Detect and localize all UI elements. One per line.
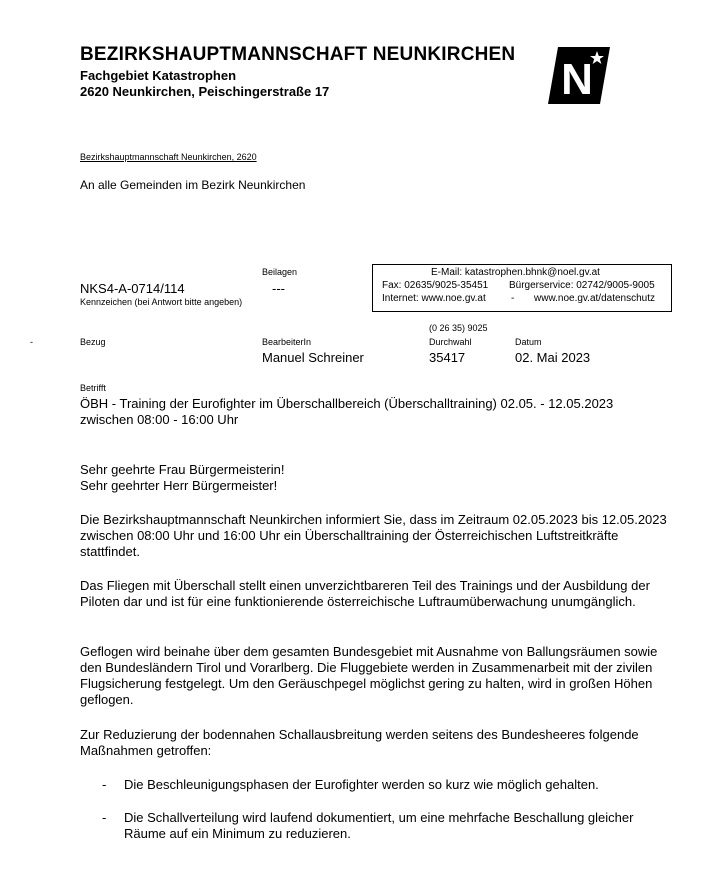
logo-letter: N xyxy=(561,55,593,104)
contact-box xyxy=(372,264,672,312)
attachments-value: --- xyxy=(272,281,285,296)
contact-email: E-Mail: katastrophen.bhnk@noel.gv.at xyxy=(431,267,600,278)
organization-name: BEZIRKSHAUPTMANNSCHAFT NEUNKIRCHEN xyxy=(80,44,516,65)
contact-separator: - xyxy=(511,293,515,304)
organization-address: 2620 Neunkirchen, Peischingerstraße 17 xyxy=(80,84,330,99)
phone-prefix: (0 26 35) 9025 xyxy=(429,323,488,333)
date-label: Datum xyxy=(515,337,542,347)
extension-label: Durchwahl xyxy=(429,337,472,347)
bullet-dash: - xyxy=(102,810,107,825)
contact-internet: Internet: www.noe.gv.at xyxy=(382,293,486,304)
subject-label: Betrifft xyxy=(80,383,106,393)
noe-logo xyxy=(548,47,610,104)
sender-line: Bezirkshauptmannschaft Neunkirchen, 2620 xyxy=(80,152,257,162)
department-name: Fachgebiet Katastrophen xyxy=(80,68,237,83)
noe-logo-graphic xyxy=(548,47,610,104)
paragraph-measures: Zur Reduzierung der bodennahen Schallausbreitung werden seitens des Bundesheeres folgende Maßnahmen getroffen: xyxy=(80,727,639,758)
bullet-dash: - xyxy=(102,777,107,792)
paragraph-flight-areas: Geflogen wird beinahe über dem gesamten Bundesgebiet mit Ausnahme von Ballungsräumen sowie den Bundesländern Tirol und Vorarlberg. Die Fluggebiete werden in Zusammenarbeit mit der zivilen Flugsicherung festgelegt. Um den Geräuschpegel möglichst gering zu halten, wird in großen Höhen geflogen. xyxy=(80,644,658,707)
contact-service: Bürgerservice: 02742/9005-9005 xyxy=(509,280,655,291)
salutation-line-2: Sehr geehrter Herr Bürgermeister! xyxy=(80,478,278,493)
salutation-line-1: Sehr geehrte Frau Bürgermeisterin! xyxy=(80,462,285,477)
reference-number: NKS4-A-0714/114 xyxy=(80,281,185,296)
paragraph-supersonic: Das Fliegen mit Überschall stellt einen unverzichtbareren Teil des Trainings und der Ausbildung der Piloten dar und ist für eine funktionierende österreichische Luftraumüberwachung unumgänglich. xyxy=(80,578,650,609)
margin-mark: - xyxy=(30,337,33,347)
recipient: An alle Gemeinden im Bezirk Neunkirchen xyxy=(80,178,306,192)
bullet-item: Die Beschleunigungsphasen der Eurofighter werden so kurz wie möglich gehalten. xyxy=(124,777,599,792)
paragraph-intro: Die Bezirkshauptmannschaft Neunkirchen informiert Sie, dass im Zeitraum 02.05.2023 bis 12.05.2023 zwischen 08:00 Uhr und 16:00 Uhr ein Überschalltraining der Österreichischen Luftstreitkräfte stattfindet. xyxy=(80,512,667,559)
handler-name: Manuel Schreiner xyxy=(262,350,364,365)
subject-text: ÖBH - Training der Eurofighter im Überschallbereich (Überschalltraining) 02.05. - 12.05.2023 zwischen 08:00 - 16:00 Uhr xyxy=(80,396,614,427)
extension-number: 35417 xyxy=(429,350,466,365)
reference-label: Kennzeichen (bei Antwort bitte angeben) xyxy=(80,297,243,307)
contact-fax: Fax: 02635/9025-35451 xyxy=(382,280,489,291)
handler-label: BearbeiterIn xyxy=(262,337,312,347)
letter-date: 02. Mai 2023 xyxy=(515,350,591,365)
contact-privacy: www.noe.gv.at/datenschutz xyxy=(534,293,655,304)
bezug-label: Bezug xyxy=(80,337,106,347)
attachments-label: Beilagen xyxy=(262,267,298,277)
bullet-item: Die Schallverteilung wird laufend dokumentiert, um eine mehrfache Beschallung gleicher Räume auf ein Minimum zu reduzieren. xyxy=(124,810,634,841)
